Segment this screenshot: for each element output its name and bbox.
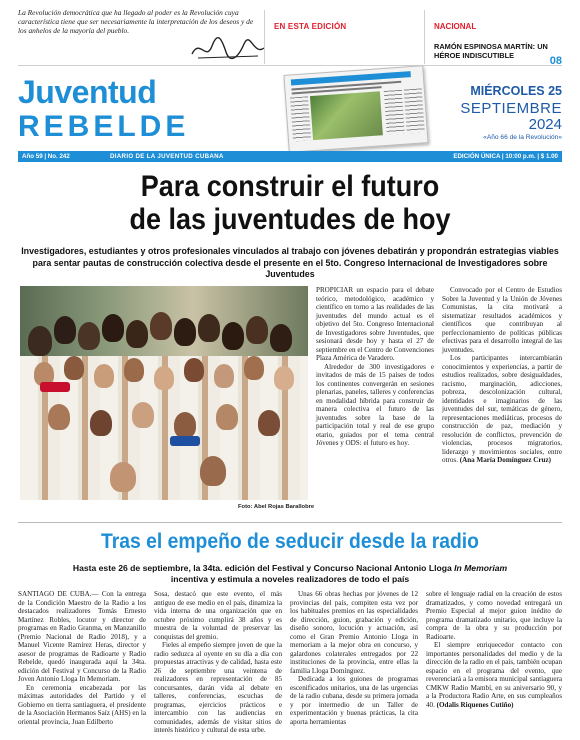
second-story-column-4 [426, 590, 562, 709]
divider [264, 10, 265, 64]
author-signature: (Ana María Domínguez Cruz) [459, 456, 551, 464]
main-story-column-1 [316, 286, 434, 448]
paragraph: El siempre enriquecedor contacto con importantes personalidades del medio y de la dirección de la radio en el país, también ocupan espacio en el programa del evento, que reverenciará a la emisora municipal santiaguera CMKW Radio Mambí, en su aniversario 90, y a la Productora Radio Arte, en sus cumpleaños 40. (Odalis Riquenes Cutiño) [426, 641, 562, 709]
paragraph: Dedicada a los guiones de programas escenificados unitarios, una de las urgencias de la radio cubana, desde su primera jornada y por intermedio de un Taller de experimentación y buenas prácticas, la cita aporta herramientas [290, 675, 418, 726]
nacional-label: NACIONAL [434, 22, 477, 31]
paragraph: Los participantes intercambiarán conocimientos y experiencias, a partir de estudios realizados, sobre desigualdades, racismo, marginación, adicciones, pobreza, descolonización cultural, identidades e imaginarios de las juventudes del sur, temáticas de género, representaciones mediáticas, procesos de construcción de paz, mediación y resolución de conflictos, prevención de violencias, procesos migratorios, liderazgo y movimientos sociales, entre otros. (Ana María Domínguez Cruz) [442, 354, 562, 464]
paragraph: Convocado por el Centro de Estudios Sobre la Juventud y la Unión de Jóvenes Comunistas, la cita motivará a sistematizar resultados académicos y científicos que contribuyan al perfeccionamiento de políticas públicas efectivas para el desarrollo integral de las juventudes. [442, 286, 562, 354]
signature-image [188, 34, 268, 64]
paragraph: Alrededor de 300 investigadores e invitados de más de 15 países de todos los continentes convergerán en sesiones plenarias, paneles, talleres y conferencias en modalidad híbrida para construir de manera colectiva el futuro de las juventudes sobre la base de la participación total y real de ese grupo etario, guiados por el tema central Jóvenes y ODS: el futuro es hoy. [316, 362, 434, 447]
page-number: 08 [549, 55, 562, 67]
main-headline[interactable] [56, 170, 524, 236]
top-strip [18, 8, 562, 66]
second-deck: Hasta este 26 de septiembre, la 34ta. edición del Festival y Concurso Nacional Antonio Lloga In Memoriam incentiva y estimula a noveles realizadores de todo el país [72, 563, 508, 584]
issue-number: Año 59 | No. 242 [22, 153, 70, 160]
info-bar [18, 151, 562, 162]
paragraph: En ceremonia encabezada por las máximas autoridades del Partido y el Gobierno en tierra santiaguera, el presidente de la Asociación Hermanos Saíz (AHS) en la oriental provincia, Juan Edilberto [18, 683, 146, 726]
main-story-column-2 [442, 286, 562, 465]
fidel-quote: La Revolución democrática que ha llegado al poder es la Revolución cuya característica tiene que ser necesariamente la interpretación de los deseos y de los anhelos de la mayoría del pueblo. [18, 8, 254, 35]
year: 2024 [528, 116, 562, 133]
second-story-column-2 [154, 590, 282, 735]
paragraph: Fieles al empeño siempre joven de que la radio seduzca al oyente en su día a día con propuestas atractivas y de calidad, hasta este 26 de septiembre una veintena de realizadores en representación de 85 concursantes, darán vida al debate en talleres, conferencias, escuchas de programas, ejercicios prácticos e intercambio con las audiencias en comunidades, además de visitar sitios de interés histórico y cultural de esta urbe. [154, 641, 282, 734]
main-headline-line2: de las juventudes de hoy [129, 203, 451, 236]
logo-rebelde: REBELDE [18, 110, 190, 143]
second-story-column-1 [18, 590, 146, 726]
main-deck: Investigadores, estudiantes y otros profesionales vinculados al trabajo con jóvenes debatirán y propondrán estrategias viables para sentar pautas de construcción colectiva desde el presente en el 5to. Congreso Internacional de Investigadores sobre Juventudes [21, 246, 559, 279]
divider [424, 10, 425, 64]
main-headline-line1: Para construir el futuro [140, 170, 440, 203]
weekday-date: MIÉRCOLES 25 [470, 84, 562, 98]
second-story-column-3 [290, 590, 418, 726]
edition-thumbnail[interactable] [283, 65, 428, 153]
month: SEPTIEMBRE [460, 100, 562, 117]
en-esta-edicion-label: EN ESTA EDICIÓN [274, 22, 347, 31]
second-headline[interactable]: Tras el empeño de seducir desde la radio [101, 530, 479, 553]
anniversary-tagline: «Año 66 de la Revolución» [483, 134, 562, 141]
paragraph: PROPICIAR un espacio para el debate teórico, metodológico, académico y científico en torno a las realidades de las juventudes del mundo actual es el objetivo del 5to. Congreso Internacional de Investigadores sobre Juventudes, que sesionará desde hoy y hasta el 27 de septiembre en el Centro de Convenciones Plaza América de Varadero. [316, 286, 434, 362]
paragraph: Sosa, destacó que este evento, el más antiguo de ese medio en el país, dinamiza la vida interna de una organización que en octubre próximo cumplirá 38 años y es muestra de la voluntad de preservar las conquistas del gremio. [154, 590, 282, 641]
photo-credit: Foto: Abel Rojas Barallobre [238, 504, 315, 510]
paragraph: SANTIAGO DE CUBA.— Con la entrega de la Condición Maestro de la Radio a los destacados realizadores Tomás Ernesto Martínez Robles, locutor y director de programas en Radio Granma, en Manzanillo (Premio Nacional de Radio 2018), y a Manuel Vicente Ramírez Heras, director y asesor de programas de Radioarte y Radio Rebelde, quedó inaugurada aquí la 34ta. edición del Festival y Concurso de la Radio Joven Antonio Lloga In Memoriam. [18, 590, 146, 683]
paragraph: Unas 66 obras hechas por jóvenes de 12 provincias del país, compiten esta vez por los habituales premios en las especialidades de dirección, guion, grabación y edición, diseño sonoro, locución y actuación, así como el Gran Premio Antonio Lloga in memoriam a la mejor obra en concurso, y galardones colaterales entregados por 22 instituciones de la provincia, entre ellas la familia Lloga Domínguez. [290, 590, 418, 675]
author-signature: (Odalis Riquenes Cutiño) [436, 700, 514, 709]
edition-price: EDICIÓN ÚNICA | 10:00 p.m. | $ 1.00 [453, 153, 558, 160]
nacional-headline[interactable]: RAMÓN ESPINOSA MARTÍN: UN HÉROE INDISCUTIBLE [434, 42, 548, 60]
section-divider [18, 522, 562, 523]
paragraph: sobre el lenguaje radial en la creación de estos dramatizados, y como novedad entregará un Premio Especial al mejor guion inédito de programa dramatizado unitario, que incluye la compra de la obra y su producción por Radioarte. [426, 590, 562, 641]
diario-label: DIARIO DE LA JUVENTUD CUBANA [110, 153, 224, 160]
students-group-photo [20, 286, 308, 500]
logo-juventud: Juventud [18, 74, 157, 110]
